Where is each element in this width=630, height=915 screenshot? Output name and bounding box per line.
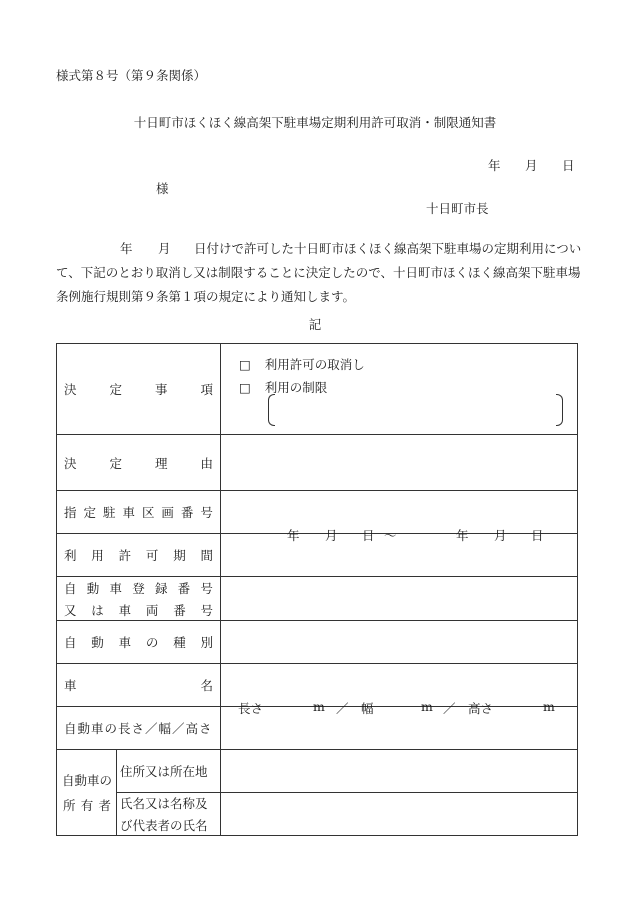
issuer: 十日町市長	[426, 201, 489, 216]
decision-label: 決 定 事 項	[57, 344, 221, 435]
bracket-right	[556, 394, 563, 426]
checkbox-icon[interactable]: □	[239, 357, 251, 372]
body-line3: 条例施行規則第９条第１項の規定により通知します。	[56, 289, 356, 304]
reason-field[interactable]	[221, 435, 578, 491]
owner-label: 自動車の 所 有 者	[57, 750, 117, 836]
owner-address-field[interactable]	[221, 750, 578, 793]
registration-field[interactable]	[221, 577, 578, 621]
row-owner-name	[57, 793, 578, 836]
vehicle-size-label: 自動車の長さ／幅／高さ	[57, 707, 221, 750]
checkbox-icon[interactable]: □	[239, 380, 251, 395]
registration-label: 自 動 車 登 録 番 号 又 は 車 両 番 号	[57, 577, 221, 621]
row-registration	[57, 577, 578, 621]
addressee-suffix: 様	[156, 181, 169, 196]
row-owner-address	[57, 750, 578, 793]
date-year: 年	[488, 158, 501, 173]
vehicle-size-field[interactable]: 長さ m ／ 幅 m ／ 高さ m	[221, 707, 578, 750]
owner-address-label: 住所又は所在地	[117, 750, 221, 793]
form-number: 様式第８号（第９条関係）	[56, 68, 207, 83]
row-reason	[57, 435, 578, 491]
row-vehicle-type	[57, 621, 578, 664]
parking-number-label: 指 定 駐 車 区 画 番 号	[57, 491, 221, 534]
date-day: 日	[562, 158, 575, 173]
document-title: 十日町市ほくほく線高架下駐車場定期利用許可取消・制限通知書	[133, 115, 497, 130]
date-month: 月	[525, 158, 538, 173]
vehicle-name-label: 車 名	[57, 664, 221, 707]
vehicle-type-label: 自 動 車 の 種 別	[57, 621, 221, 664]
owner-name-field[interactable]	[221, 793, 578, 836]
period-label: 利 用 許 可 期 間	[57, 534, 221, 577]
period-field[interactable]: 年 月 日 ～ 年 月 日	[221, 534, 578, 577]
body-month: 月	[158, 241, 171, 256]
vehicle-type-field[interactable]	[221, 621, 578, 664]
parking-number-field[interactable]	[221, 491, 578, 534]
ki-heading: 記	[308, 317, 322, 332]
restriction-detail-bracket[interactable]	[268, 394, 563, 426]
row-vehicle-size	[57, 707, 578, 750]
option-cancel[interactable]: □ 利用許可の取消し	[239, 357, 365, 372]
reason-label: 決 定 理 由	[57, 435, 221, 491]
body-line1: 日付けで許可した十日町市ほくほく線高架下駐車場の定期利用につい	[194, 241, 582, 256]
option-restrict[interactable]: □ 利用の制限	[239, 380, 328, 395]
body-line2: て、下記のとおり取消し又は制限することに決定したので、十日町市ほくほく線高架下駐車場	[56, 265, 581, 280]
owner-name-label: 氏名又は名称及 び代表者の氏名	[117, 793, 221, 836]
row-period	[57, 534, 578, 577]
body-year: 年	[120, 241, 133, 256]
bracket-left	[268, 394, 275, 426]
vehicle-name-field[interactable]	[221, 664, 578, 707]
